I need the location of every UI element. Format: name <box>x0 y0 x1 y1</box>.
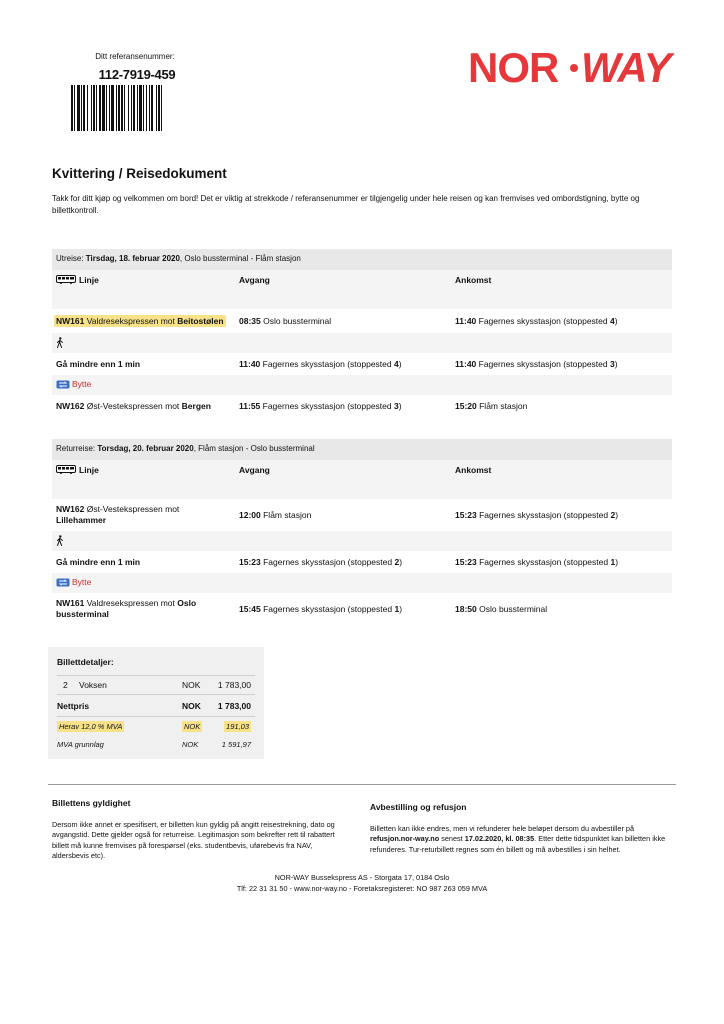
divider <box>48 784 676 785</box>
walk-icon <box>56 535 64 548</box>
page-title: Kvittering / Reisedokument <box>52 166 227 181</box>
barcode-bar <box>133 85 135 131</box>
barcode-bar <box>109 85 110 131</box>
bus-icon <box>56 275 76 286</box>
barcode-bar <box>91 85 92 131</box>
barcode-bar <box>93 85 95 131</box>
outbound-trip <box>52 249 672 417</box>
barcode-bar <box>158 85 160 131</box>
barcode-bar <box>102 85 105 131</box>
barcode-bar <box>96 85 97 131</box>
ticket-details <box>48 647 264 759</box>
return-leg-2: NW161 Valdresekspressen mot Oslo bussterminal 15:45 Fagernes skysstasjon (stoppested 1) 18:50 Oslo bussterminal <box>56 598 548 619</box>
page-footer <box>0 872 724 894</box>
footer-address: NOR-WAY Bussekspress AS - Storgata 17, 0184 Oslo <box>274 873 450 882</box>
swap-icon <box>56 380 70 391</box>
outbound-walk-icon-row <box>52 333 672 353</box>
outbound-header: Utreise: Tirsdag, 18. februar 2020, Oslo bussterminal - Flåm stasjon <box>52 249 672 270</box>
barcode-bar <box>99 85 101 131</box>
return-leg-1: NW162 Øst-Vestekspressen mot Lillehammer 12:00 Flåm stasjon 15:23 Fagernes skysstasjon (stoppested 2) <box>56 504 619 525</box>
norway-logo <box>468 44 680 90</box>
barcode-bar <box>81 85 82 131</box>
vat-base-row: MVA grunnlag NOK 1 591,97 <box>57 740 251 749</box>
return-walk: Gå mindre enn 1 min 15:23 Fagernes skysstasjon (stoppested 2) 15:23 Fagernes skysstasjon (stoppested 1) <box>56 557 619 567</box>
refund-site-link[interactable]: refusjon.nor-way.no <box>370 834 440 843</box>
logo-left: NOR <box>468 44 559 90</box>
barcode-bar <box>74 85 75 131</box>
return-trip <box>52 439 672 625</box>
refund-text: Billetten kan ikke endres, men vi refunderer hele beløpet dersom du avbestiller på refusjon.nor-way.no senest 17.02.2020, kl. 08:35. Etter dette tidspunktet kan billetten ikke refunderes. Tur-returbillett regnes som én billett og må avbestilles i sin helhet. <box>370 823 666 854</box>
barcode-bar <box>146 85 147 131</box>
reference-number: 112-7919-459 <box>98 67 176 82</box>
validity-title: Billettens gyldighet <box>52 798 131 808</box>
reference-label: Ditt referansenummer: <box>95 52 175 61</box>
barcode-bar <box>143 85 144 131</box>
net-price-row: Nettpris NOK 1 783,00 <box>57 694 255 716</box>
barcode-bar <box>121 85 123 131</box>
logo-right: WAY <box>581 44 671 90</box>
return-swap: Bytte <box>52 573 672 593</box>
ticket-title: Billettdetaljer: <box>57 657 114 667</box>
outbound-swap: Bytte <box>52 375 672 395</box>
barcode-bar <box>77 85 80 131</box>
barcode-bar <box>137 85 138 131</box>
barcode-bar <box>151 85 153 131</box>
return-walk-icon-row <box>52 531 672 551</box>
barcode-bar <box>161 85 162 131</box>
barcode-bar <box>139 85 142 131</box>
bus-icon <box>56 465 76 476</box>
swap-icon <box>56 578 70 589</box>
barcode-bar <box>116 85 117 131</box>
barcode-bar <box>131 85 132 131</box>
passenger-row: 2 Voksen NOK 1 783,00 <box>57 675 255 694</box>
refund-title: Avbestilling og refusjon <box>370 802 467 812</box>
walk-icon <box>56 337 64 350</box>
barcode-bar <box>87 85 88 131</box>
barcode <box>70 85 204 131</box>
footer-contact: Tlf: 22 31 31 50 - www.nor-way.no - Foretaksregisteret: NO 987 263 059 MVA <box>236 884 488 893</box>
barcode-bar <box>111 85 114 131</box>
intro-text: Takk for ditt kjøp og velkommen om bord! Det er viktig at strekkode / referansenummer er tilgjengelig under hele reisen og kan fremvises ved ombordstigning, bytte og billettkontroll. <box>52 194 640 215</box>
barcode-bar <box>71 85 73 131</box>
barcode-bar <box>156 85 157 131</box>
barcode-bar <box>106 85 107 131</box>
barcode-bar <box>83 85 85 131</box>
outbound-leg-2: NW162 Øst-Vestekspressen mot Bergen 11:55 Fagernes skysstasjon (stoppested 3) 15:20 Flåm stasjon <box>56 401 528 411</box>
outbound-column-headers: Linje Avgang Ankomst <box>52 270 672 309</box>
outbound-walk: Gå mindre enn 1 min 11:40 Fagernes skysstasjon (stoppested 4) 11:40 Fagernes skysstasjon (stoppested 3) <box>56 359 618 369</box>
barcode-bar <box>124 85 125 131</box>
validity-section <box>52 798 348 862</box>
refund-section <box>370 802 678 855</box>
reference-block <box>70 52 204 131</box>
barcode-bar <box>128 85 129 131</box>
vat-row: Herav 12,0 % MVA NOK 191,03 <box>57 716 255 735</box>
return-column-headers: Linje Avgang Ankomst <box>52 460 672 499</box>
logo-dot <box>570 64 578 72</box>
barcode-bar <box>149 85 150 131</box>
outbound-leg-1: NW161 Valdresekspressen mot Beitostølen 08:35 Oslo bussterminal 11:40 Fagernes skysstasjon (stoppested 4) <box>56 316 618 326</box>
barcode-bar <box>118 85 120 131</box>
return-header: Returreise: Torsdag, 20. februar 2020, Flåm stasjon - Oslo bussterminal <box>52 439 672 460</box>
validity-text: Dersom ikke annet er spesifisert, er billetten kun gyldig på angitt reisestrekning, dato og avgangstid. Dette gjelder også for returreise. Legitimasjon som bekrefter rett til rabattert billett må kunne fremvises på forespørsel (eks. studentbevis, uførebevis fra NAV, aldersbevis etc). <box>52 819 335 860</box>
